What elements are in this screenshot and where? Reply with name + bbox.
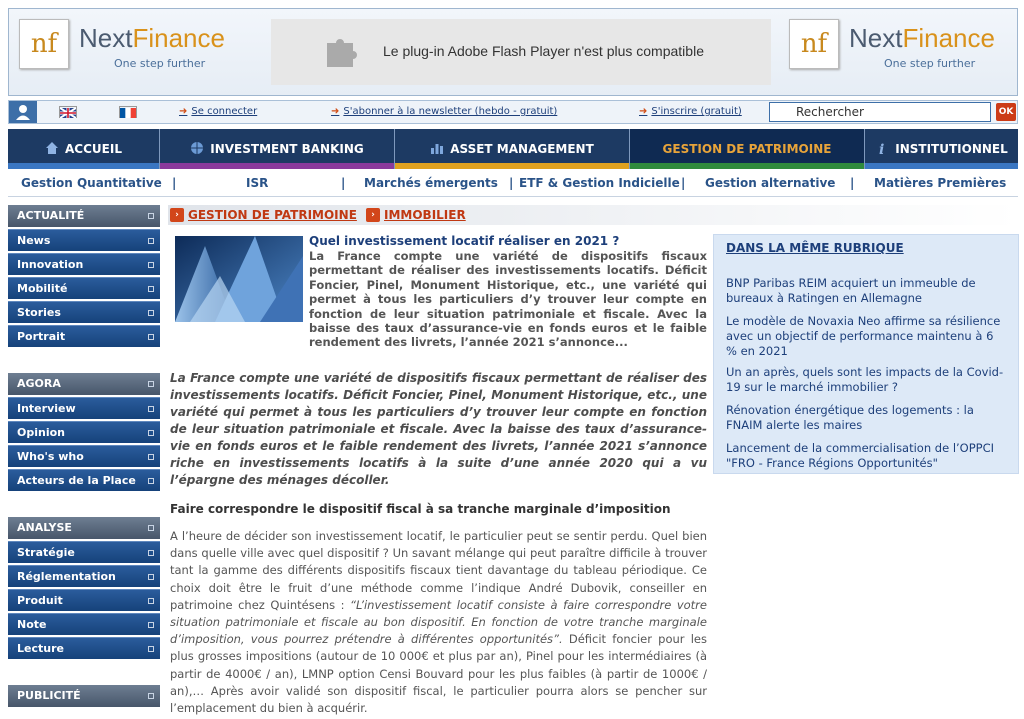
nav-institutionnel[interactable]: i INSTITUTIONNEL (865, 129, 1018, 169)
related-title[interactable]: DANS LA MÊME RUBRIQUE (726, 241, 904, 255)
breadcrumb-immobilier[interactable]: IMMOBILIER (384, 208, 466, 222)
sidebar-heading-analyse[interactable]: ANALYSE (8, 517, 160, 539)
article-quote: “L’investissement locatif consiste à faire correspondre votre situation patrimoniale et fiscale au bon dispositif. En fonction de votre tranche marginale d’imposition, vous pourrez prétendre à différentes opportunités”. (170, 597, 707, 647)
nav-investment-banking[interactable]: INVESTMENT BANKING (160, 129, 395, 169)
main-navigation (8, 129, 1018, 169)
sidebar-item-portrait[interactable]: Portrait (8, 325, 160, 347)
home-icon (45, 141, 59, 155)
site-logo-left[interactable] (19, 19, 239, 79)
sidebar-item-acteurs-de-la-place[interactable]: Acteurs de la Place (8, 469, 160, 491)
article-summary: La France compte une variété de dispositifs fiscaux permettant de réaliser des investissements locatifs. Déficit Foncier, Pinel, Monument Historique, etc., une variété qui permet à tous les particuliers d’y trouver leur compte en fonction de leur situation patrimoniale et fiscale. Avec la baisse des taux d’assurance-vie en fonds euros et le faible rendement des livrets, l’année 2021 s’annonce... (309, 249, 707, 350)
info-icon (875, 141, 889, 155)
svg-text:i: i (879, 142, 885, 155)
related-item[interactable]: BNP Paribas REIM acquiert un immeuble de bureaux à Ratingen en Allemagne (726, 276, 976, 305)
related-item[interactable]: Un an après, quels sont les impacts de la Covid-19 sur le marché immobilier ? (726, 365, 1004, 394)
sub-navigation (8, 171, 1018, 197)
sidebar-item-stories[interactable]: Stories (8, 301, 160, 323)
user-icon (9, 101, 37, 123)
sidebar-item-innovation[interactable]: Innovation (8, 253, 160, 275)
login-link[interactable]: ➜ Se connecter (179, 106, 258, 117)
subnav-matieres-premieres[interactable]: Matières Premières (874, 176, 1007, 190)
bar-chart-icon (430, 141, 444, 155)
sidebar-item-opinion[interactable]: Opinion (8, 421, 160, 443)
top-toolbar (8, 100, 1018, 124)
article-title-link[interactable]: Quel investissement locatif réaliser en 2021 ? (309, 234, 620, 248)
article-section-title: Faire correspondre le dispositif fiscal à sa tranche marginale d’imposition (170, 502, 671, 516)
brand-name: NextFinance (79, 23, 225, 53)
sidebar-item-mobilite[interactable]: Mobilité (8, 277, 160, 299)
skyscrapers-image (175, 236, 303, 322)
logo-mark: nf (789, 19, 839, 69)
subnav-gestion-alternative[interactable]: Gestion alternative (705, 176, 836, 190)
subnav-gestion-quantitative[interactable]: Gestion Quantitative (21, 176, 162, 190)
flash-placeholder (271, 19, 771, 85)
nav-accueil[interactable]: ACCUEIL (8, 129, 160, 169)
article-body: A l’heure de décider son investissement locatif, le particulier peut se sentir perdu. Quel bien dans quelle ville avec quel dispositif ? Un savant mélange qui peut paraître difficile à trouver tant la gamme des différents dispositifs fiscaux tient davantage du tableau périodique. Ce choix doit être le fruit d’une méthode comme l’indique André Dubovik, conseiller en patrimoine chez Quintésens : “L’investissement locatif consiste à faire correspondre votre situation patrimoniale et fiscale au bon dispositif. En fonction de votre tranche marginale d’imposition, vous pourrez prétendre à différentes opportunités”. Déficit foncier pour les plus grosses impositions (autour de 10 000€ et plus par an), Pinel pour les intermédiaires (à partir de 4000€ / an), LMNP option Censi Bouvard pour les plus faibles (à partir de 1000€ / an),… Après avoir validé son dispositif fiscal, le particulier pourra alors se pencher sur l’emplacement du bien à acquérir. (170, 529, 707, 716)
sidebar-item-strategie[interactable]: Stratégie (8, 541, 160, 563)
search-ok-button[interactable]: OK (996, 103, 1016, 121)
france-flag-icon[interactable] (119, 106, 137, 118)
sidebar-item-produit[interactable]: Produit (8, 589, 160, 611)
article-lead: La France compte une variété de dispositifs fiscaux permettant de réaliser des investissements locatifs. Déficit Foncier, Pinel, Monument Historique, etc., une variété qui permet à tous les particuliers d’y trouver leur compte en fonction de leur situation patrimoniale et fiscale. Avec la baisse des taux d’assurance-vie en fonds euros et le faible rendement des livrets, l’année 2021 s’annonce riche en investissements locatifs à la suite d’une année 2020 qui a vu l’épargne des ménages décoller. (170, 371, 707, 487)
sidebar-heading-publicite: PUBLICITÉ (8, 685, 160, 707)
flash-message: Le plug-in Adobe Flash Player n'est plus compatible (383, 43, 704, 59)
signup-link[interactable]: ➜ S'inscrire (gratuit) (639, 106, 742, 117)
subnav-isr[interactable]: ISR (246, 176, 269, 190)
site-logo-right[interactable] (789, 19, 1009, 79)
article-thumbnail[interactable] (175, 236, 303, 322)
sidebar-item-lecture[interactable]: Lecture (8, 637, 160, 659)
uk-flag-icon[interactable] (59, 106, 77, 118)
logo-mark: nf (19, 19, 69, 69)
brand-tagline: One step further (114, 57, 206, 70)
related-item[interactable]: Rénovation énergétique des logements : la FNAIM alerte les maires (726, 403, 974, 432)
breadcrumb-gestion-de-patrimoine[interactable]: GESTION DE PATRIMOINE (188, 208, 357, 222)
subnav-etf-gestion-indicielle[interactable]: ETF & Gestion Indicielle (519, 176, 680, 190)
globe-icon (190, 141, 204, 155)
chevron-right-icon: › (366, 208, 380, 222)
subnav-separator: | (850, 176, 855, 190)
sidebar-heading-actualite[interactable]: ACTUALITÉ (8, 205, 160, 227)
chevron-right-icon: › (170, 208, 184, 222)
newsletter-link[interactable]: ➜ S'abonner à la newsletter (hebdo - gratuit) (331, 106, 558, 117)
header-banner (8, 8, 1018, 96)
sidebar-item-whos-who[interactable]: Who's who (8, 445, 160, 467)
nav-asset-management[interactable]: ASSET MANAGEMENT (395, 129, 630, 169)
sidebar-item-reglementation[interactable]: Réglementation (8, 565, 160, 587)
subnav-separator: | (509, 176, 514, 190)
sidebar-item-note[interactable]: Note (8, 613, 160, 635)
plugin-puzzle-icon (323, 33, 359, 69)
subnav-separator: | (172, 176, 177, 190)
subnav-separator: | (681, 176, 686, 190)
sidebar-item-news[interactable]: News (8, 229, 160, 251)
sidebar-heading-agora[interactable]: AGORA (8, 373, 160, 395)
sidebar-item-interview[interactable]: Interview (8, 397, 160, 419)
subnav-separator: | (341, 176, 346, 190)
user-account-button[interactable] (9, 101, 37, 123)
brand-tagline: One step further (884, 57, 976, 70)
search-input[interactable]: Rechercher (769, 102, 991, 122)
related-articles-panel (713, 234, 1019, 474)
brand-name: NextFinance (849, 23, 995, 53)
nav-gestion-de-patrimoine[interactable]: GESTION DE PATRIMOINE (630, 129, 865, 169)
subnav-marches-emergents[interactable]: Marchés émergents (364, 176, 498, 190)
related-item[interactable]: Le modèle de Novaxia Neo affirme sa résilience avec un objectif de performance maintenu à 6 % en 2021 (726, 314, 1001, 358)
related-item[interactable]: Lancement de la commercialisation de l’OPPCI "FRO - France Régions Opportunités" (726, 441, 995, 470)
breadcrumb (168, 205, 1018, 225)
